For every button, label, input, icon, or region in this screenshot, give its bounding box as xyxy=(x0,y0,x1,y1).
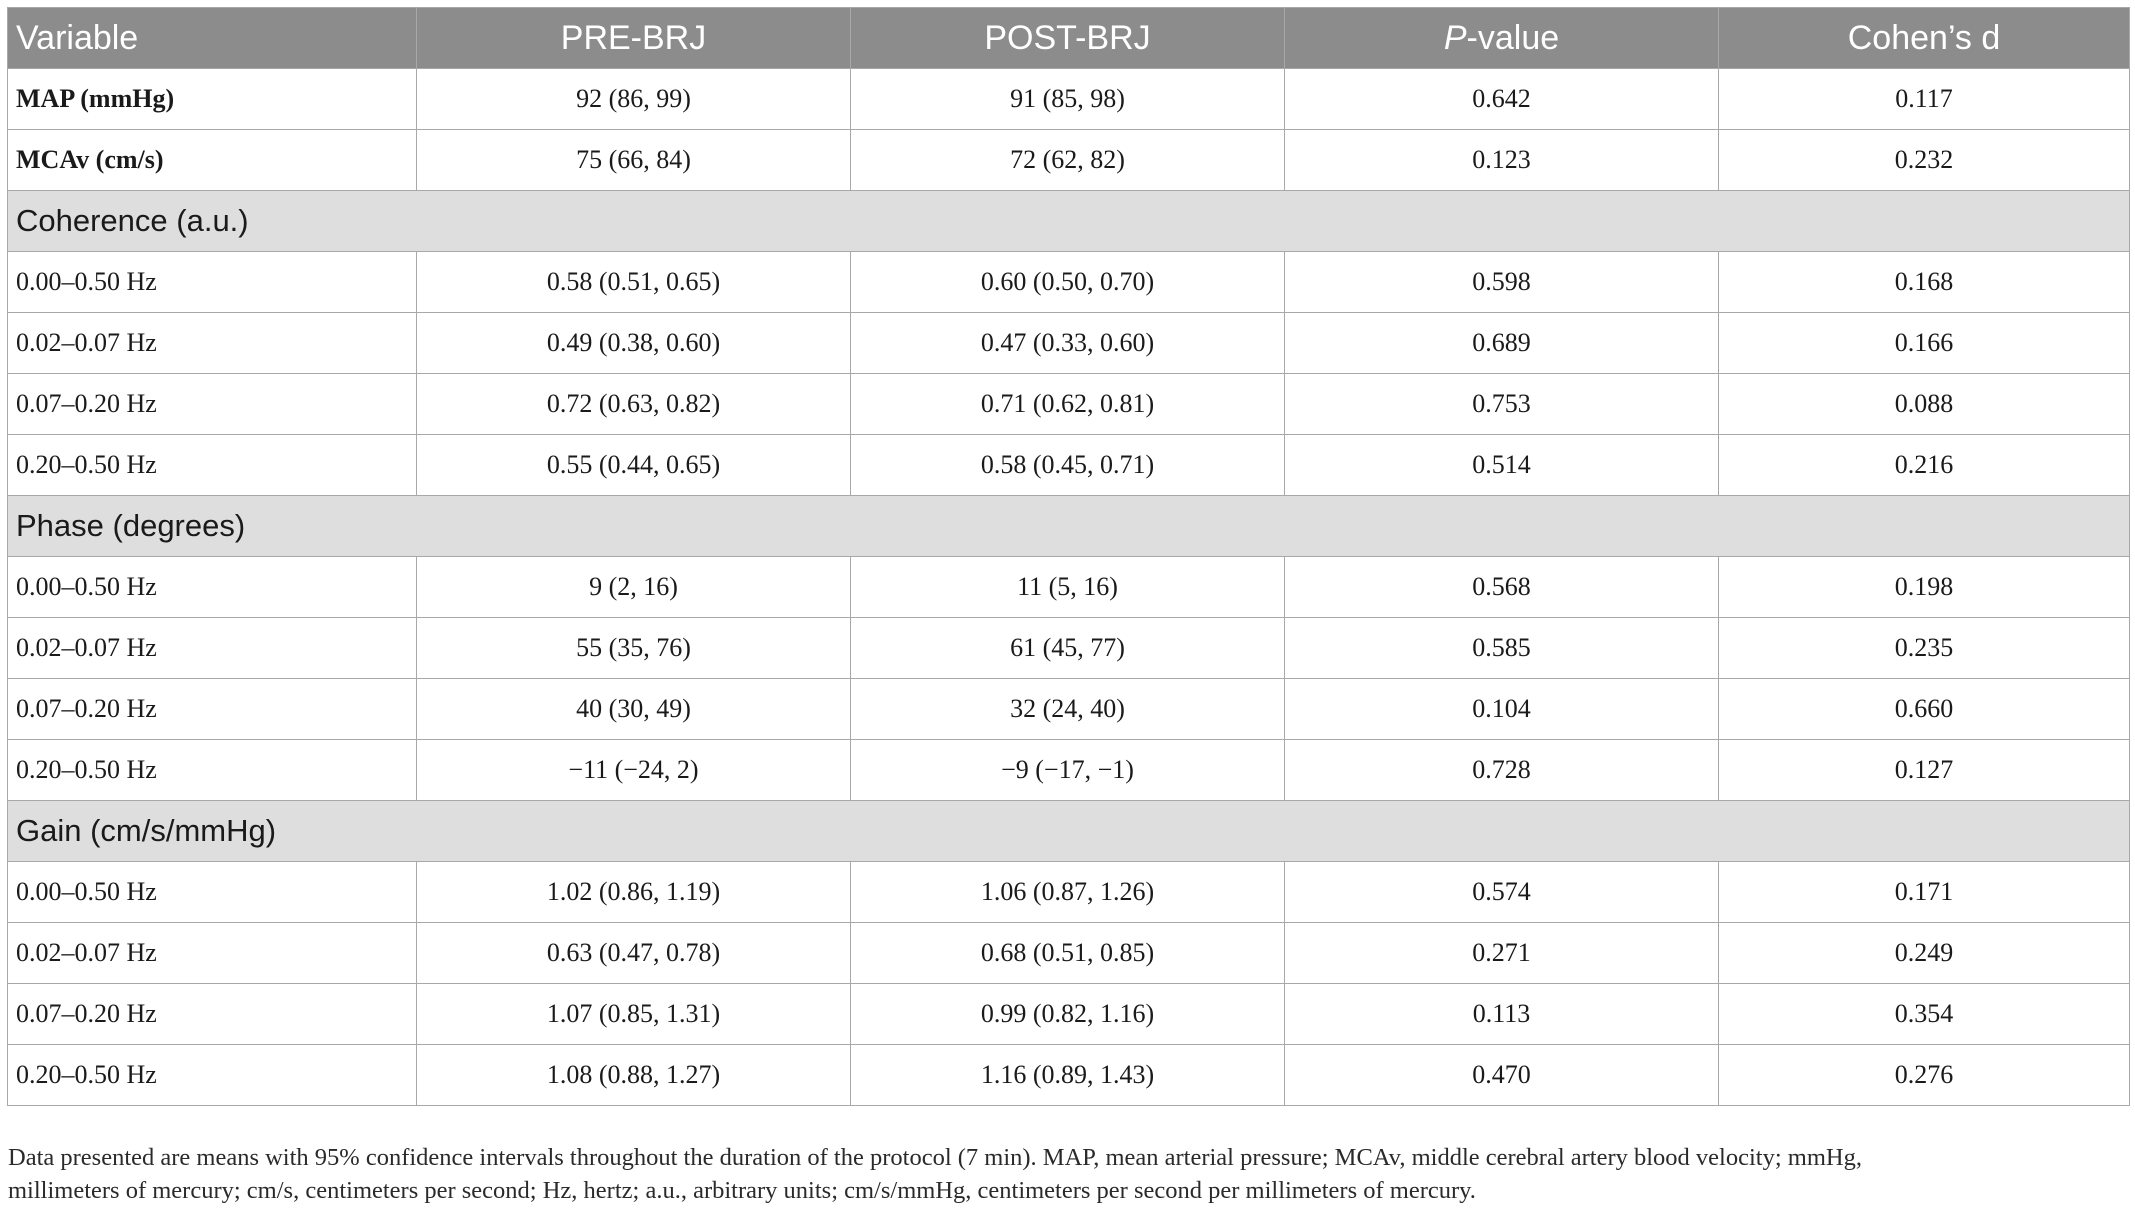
post-value: 1.16 (0.89, 1.43) xyxy=(851,1045,1285,1106)
post-value: 0.58 (0.45, 0.71) xyxy=(851,435,1285,496)
cohens-d-value: 0.088 xyxy=(1719,374,2130,435)
footnote-line-2: millimeters of mercury; cm/s, centimeters per second; Hz, hertz; a.u., arbitrary units; cm/s/mmHg, centimeters per second per millimeters of mercury. xyxy=(8,1177,1476,1204)
post-value: 72 (62, 82) xyxy=(851,130,1285,191)
pre-value: 40 (30, 49) xyxy=(417,679,851,740)
header-pre-brj: PRE-BRJ xyxy=(417,8,851,69)
post-value: 61 (45, 77) xyxy=(851,618,1285,679)
p-value: 0.574 xyxy=(1285,862,1719,923)
table-row xyxy=(8,130,2130,191)
table-row xyxy=(8,679,2130,740)
row-label: 0.00–0.50 Hz xyxy=(8,862,417,923)
pre-value: 9 (2, 16) xyxy=(417,557,851,618)
cohens-d-value: 0.249 xyxy=(1719,923,2130,984)
header-row xyxy=(8,8,2130,69)
section-title: Gain (cm/s/mmHg) xyxy=(8,801,2130,862)
results-table-container xyxy=(7,7,2129,1106)
post-value: 0.71 (0.62, 0.81) xyxy=(851,374,1285,435)
cohens-d-value: 0.198 xyxy=(1719,557,2130,618)
p-value: 0.689 xyxy=(1285,313,1719,374)
row-label: 0.20–0.50 Hz xyxy=(8,1045,417,1106)
post-value: −9 (−17, −1) xyxy=(851,740,1285,801)
pre-value: 0.72 (0.63, 0.82) xyxy=(417,374,851,435)
cohens-d-value: 0.354 xyxy=(1719,984,2130,1045)
table-row xyxy=(8,984,2130,1045)
pre-value: 0.58 (0.51, 0.65) xyxy=(417,252,851,313)
pre-value: 92 (86, 99) xyxy=(417,69,851,130)
pre-value: 0.63 (0.47, 0.78) xyxy=(417,923,851,984)
post-value: 1.06 (0.87, 1.26) xyxy=(851,862,1285,923)
header-p-rest: -value xyxy=(1466,18,1560,57)
cohens-d-value: 0.117 xyxy=(1719,69,2130,130)
p-value: 0.123 xyxy=(1285,130,1719,191)
table-header xyxy=(8,8,2130,69)
post-value: 91 (85, 98) xyxy=(851,69,1285,130)
p-value: 0.728 xyxy=(1285,740,1719,801)
cohens-d-value: 0.232 xyxy=(1719,130,2130,191)
row-label: 0.07–0.20 Hz xyxy=(8,374,417,435)
section-header-gain xyxy=(8,801,2130,862)
header-cohens-d: Cohen’s d xyxy=(1719,8,2130,69)
post-value: 0.47 (0.33, 0.60) xyxy=(851,313,1285,374)
table-row xyxy=(8,435,2130,496)
table-row xyxy=(8,69,2130,130)
post-value: 11 (5, 16) xyxy=(851,557,1285,618)
row-label: 0.00–0.50 Hz xyxy=(8,252,417,313)
row-label: 0.20–0.50 Hz xyxy=(8,740,417,801)
cohens-d-value: 0.235 xyxy=(1719,618,2130,679)
p-value: 0.585 xyxy=(1285,618,1719,679)
pre-value: 1.02 (0.86, 1.19) xyxy=(417,862,851,923)
row-label: 0.00–0.50 Hz xyxy=(8,557,417,618)
pre-value: 0.49 (0.38, 0.60) xyxy=(417,313,851,374)
p-value: 0.104 xyxy=(1285,679,1719,740)
p-value: 0.113 xyxy=(1285,984,1719,1045)
table-footnote xyxy=(8,1141,2126,1207)
cohens-d-value: 0.660 xyxy=(1719,679,2130,740)
table-row xyxy=(8,1045,2130,1106)
pre-value: 55 (35, 76) xyxy=(417,618,851,679)
table-row xyxy=(8,374,2130,435)
cohens-d-value: 0.166 xyxy=(1719,313,2130,374)
row-label: MCAv (cm/s) xyxy=(8,130,417,191)
section-header-coherence xyxy=(8,191,2130,252)
pre-value: 75 (66, 84) xyxy=(417,130,851,191)
table-body xyxy=(8,69,2130,1106)
header-p-value xyxy=(1285,8,1719,69)
post-value: 32 (24, 40) xyxy=(851,679,1285,740)
header-post-brj: POST-BRJ xyxy=(851,8,1285,69)
row-label: 0.20–0.50 Hz xyxy=(8,435,417,496)
post-value: 0.60 (0.50, 0.70) xyxy=(851,252,1285,313)
p-value: 0.753 xyxy=(1285,374,1719,435)
p-value: 0.271 xyxy=(1285,923,1719,984)
results-table xyxy=(7,7,2130,1106)
pre-value: −11 (−24, 2) xyxy=(417,740,851,801)
cohens-d-value: 0.127 xyxy=(1719,740,2130,801)
p-value: 0.568 xyxy=(1285,557,1719,618)
table-row xyxy=(8,923,2130,984)
section-title: Phase (degrees) xyxy=(8,496,2130,557)
row-label: 0.02–0.07 Hz xyxy=(8,923,417,984)
header-p-italic: P xyxy=(1443,18,1467,57)
table-row xyxy=(8,252,2130,313)
p-value: 0.642 xyxy=(1285,69,1719,130)
p-value: 0.514 xyxy=(1285,435,1719,496)
cohens-d-value: 0.168 xyxy=(1719,252,2130,313)
pre-value: 1.08 (0.88, 1.27) xyxy=(417,1045,851,1106)
cohens-d-value: 0.171 xyxy=(1719,862,2130,923)
cohens-d-value: 0.276 xyxy=(1719,1045,2130,1106)
row-label: 0.07–0.20 Hz xyxy=(8,984,417,1045)
p-value: 0.598 xyxy=(1285,252,1719,313)
row-label: 0.02–0.07 Hz xyxy=(8,618,417,679)
header-variable: Variable xyxy=(8,8,417,69)
p-value: 0.470 xyxy=(1285,1045,1719,1106)
post-value: 0.68 (0.51, 0.85) xyxy=(851,923,1285,984)
pre-value: 0.55 (0.44, 0.65) xyxy=(417,435,851,496)
section-header-phase xyxy=(8,496,2130,557)
row-label: MAP (mmHg) xyxy=(8,69,417,130)
table-row xyxy=(8,557,2130,618)
section-title: Coherence (a.u.) xyxy=(8,191,2130,252)
table-row xyxy=(8,313,2130,374)
table-row xyxy=(8,740,2130,801)
table-row xyxy=(8,618,2130,679)
row-label: 0.02–0.07 Hz xyxy=(8,313,417,374)
footnote-line-1: Data presented are means with 95% confidence intervals throughout the duration of the protocol (7 min). MAP, mean arterial pressure; MCAv, middle cerebral artery blood velocity; mmHg, xyxy=(8,1144,1862,1171)
pre-value: 1.07 (0.85, 1.31) xyxy=(417,984,851,1045)
row-label: 0.07–0.20 Hz xyxy=(8,679,417,740)
table-row xyxy=(8,862,2130,923)
post-value: 0.99 (0.82, 1.16) xyxy=(851,984,1285,1045)
cohens-d-value: 0.216 xyxy=(1719,435,2130,496)
